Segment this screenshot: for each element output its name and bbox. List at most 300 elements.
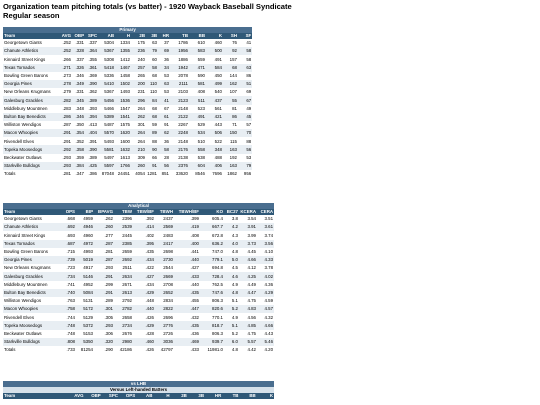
stat-cell: .739 [59, 256, 76, 264]
analytical-table [3, 203, 274, 354]
stat-cell: .389 [85, 96, 98, 104]
stat-cell: 4.32 [264, 314, 274, 320]
team-name-cell: Bowling Green Barons [4, 249, 48, 255]
stat-cell: 56 [158, 162, 170, 170]
stat-cell: .400 [174, 240, 200, 248]
stat-cell: .740 [59, 289, 76, 297]
stat-cell: .436 [190, 330, 199, 336]
stat-cell: .427 [190, 265, 199, 271]
stat-cell: .715 [66, 249, 75, 255]
table-row [3, 321, 274, 329]
stat-cell: .733 [66, 347, 75, 353]
stat-cell: .741 [66, 281, 75, 287]
stat-cell: 2782 [114, 305, 133, 313]
stat-cell: 4.29 [257, 289, 274, 297]
team-name-cell: Galesburg Grackles [3, 272, 59, 280]
stat-cell: 529 [197, 122, 205, 128]
stat-cell: .763 [66, 298, 75, 304]
stat-cell: .362 [88, 89, 97, 95]
stat-cell: 51 [238, 80, 252, 88]
table-row [3, 313, 274, 321]
stat-cell: 5.0 [224, 256, 239, 264]
stat-cell: 1620 [115, 129, 131, 137]
stat-cell: 558 [189, 145, 206, 153]
stat-cell: 5308 [104, 56, 114, 62]
stat-cell: 4054 [135, 171, 145, 177]
team-name-cell: Kinnaird Street Kings [4, 232, 46, 238]
team-name-cell: Georgetown Giants [4, 40, 42, 46]
stat-cell: 67 [238, 96, 252, 104]
stat-cell: 1458 [120, 73, 130, 79]
stat-cell: 4.6 [224, 272, 239, 280]
stat-cell: 672.8 [212, 232, 223, 238]
stat-cell: 110 [146, 80, 158, 88]
stat-cell: .404 [85, 129, 98, 137]
stat-cell: 1886 [178, 56, 188, 62]
stat-cell: 2730 [155, 256, 174, 264]
stat-cell: 4.9 [231, 281, 238, 287]
stat-cell: .283 [62, 105, 71, 111]
stat-cell: 4.42 [247, 347, 256, 353]
table-row [3, 248, 274, 256]
column-header: OBP [72, 33, 85, 39]
stat-cell: 79 [238, 162, 252, 170]
stat-cell: 583 [189, 47, 206, 55]
stat-cell: .337 [75, 56, 84, 62]
stat-cell: .346 [75, 73, 84, 79]
stat-cell: .293 [62, 154, 71, 160]
stat-cell: 4.9 [231, 314, 238, 320]
stat-cell: .287 [94, 256, 114, 264]
stat-cell: 3.54 [247, 216, 256, 222]
stat-cell: 590 [197, 73, 205, 79]
stat-cell: 58 [158, 145, 170, 153]
stat-cell: .348 [75, 105, 84, 111]
stat-cell: 56 [238, 145, 252, 153]
stat-cell: 41 [246, 40, 252, 46]
stat-cell: 53 [246, 154, 252, 160]
stat-cell: .306 [104, 330, 113, 336]
table-row [3, 113, 252, 121]
stat-cell: .260 [94, 223, 114, 231]
stat-cell: 5.57 [239, 338, 257, 346]
stat-cell: 2726 [163, 330, 173, 336]
stat-cell: 3.78 [264, 265, 274, 271]
table-row [3, 47, 252, 55]
column-header: Team [3, 33, 59, 39]
team-name-cell: Topeka Moosedogs [3, 145, 59, 153]
stat-cell: 1786 [178, 40, 188, 46]
stat-cell: 4.85 [239, 321, 257, 329]
stat-cell: 4.12 [247, 265, 256, 271]
table-row [3, 88, 252, 96]
stat-cell: 818.7 [200, 321, 224, 329]
stat-cell: 301 [137, 122, 145, 128]
stat-cell: .414 [133, 223, 155, 231]
stat-cell: .291 [62, 138, 71, 144]
stat-cell: 264 [137, 105, 145, 111]
stat-cell: .305 [104, 314, 113, 320]
stat-cell: 68 [223, 64, 238, 72]
stat-cell: .402 [145, 232, 154, 238]
stat-cell: 2267 [178, 122, 188, 128]
stat-cell: 4917 [83, 265, 93, 271]
stat-cell: 157 [229, 56, 237, 62]
stat-cell: 4.33 [257, 256, 274, 264]
stat-cell: .266 [62, 56, 71, 62]
stat-cell: 4.02 [257, 272, 274, 280]
lhb-column-headers [3, 393, 274, 399]
lhb-subsection-title: Versus Left-handed Batters [3, 387, 274, 393]
stat-cell: .359 [75, 154, 84, 160]
stat-cell: 2111 [170, 80, 189, 88]
stat-cell: 3.8 [231, 216, 238, 222]
stat-cell: 4993 [83, 249, 93, 255]
stat-cell: 5367 [98, 47, 115, 55]
stat-cell: 60 [152, 56, 157, 62]
stat-cell: 58 [246, 56, 252, 62]
stat-cell: .455 [190, 298, 199, 304]
stat-cell: 460 [214, 40, 222, 46]
stat-cell: 84 [146, 96, 158, 104]
table-row [3, 240, 274, 248]
stat-cell: .687 [59, 240, 76, 248]
stat-cell: 210 [131, 145, 146, 153]
stat-cell: 69 [246, 89, 252, 95]
stat-cell: .293 [104, 265, 113, 271]
stat-cell: .287 [94, 240, 114, 248]
stat-cell: .435 [174, 289, 200, 297]
stat-cell: 2376 [170, 162, 189, 170]
stat-cell: 1281 [147, 171, 157, 177]
stat-cell: 534 [189, 129, 206, 137]
stat-cell: 538 [197, 154, 205, 160]
stat-cell: .393 [88, 105, 97, 111]
stat-cell: .693 [66, 232, 75, 238]
team-name-cell: Georgia Pines [3, 256, 59, 264]
stat-cell: 2511 [122, 265, 132, 271]
stat-cell: 4.10 [264, 249, 274, 255]
column-header: KCERA [240, 209, 256, 215]
stat-cell: .281 [62, 171, 71, 177]
stat-cell: 265 [137, 73, 145, 79]
table-row [3, 215, 274, 223]
lhb-table [3, 381, 274, 399]
stat-cell: 41 [158, 96, 170, 104]
stat-cell: .328 [72, 47, 85, 55]
stat-cell: 2445 [122, 232, 132, 238]
stat-cell: 2652 [155, 289, 174, 297]
stat-cell: 71 [232, 122, 237, 128]
team-name-cell: Topeka Moosedogs [3, 321, 59, 329]
stat-cell: 63 [152, 40, 157, 46]
stat-cell: .262 [104, 216, 113, 222]
team-name-cell: Bulton Bay Benedicts [3, 289, 59, 297]
stat-cell: .460 [133, 338, 155, 346]
stat-cell: 2698 [163, 249, 173, 255]
stat-cell: .354 [72, 129, 85, 137]
stat-cell: .390 [85, 80, 98, 88]
stat-cell: .361 [85, 64, 98, 72]
column-header: AVG [67, 393, 84, 399]
stat-cell: 86 [223, 113, 238, 121]
stat-cell: 488 [214, 154, 222, 160]
stat-cell: 1412 [120, 56, 130, 62]
stat-cell: 747.0 [212, 249, 223, 255]
stat-cell: 1766 [115, 162, 131, 170]
stat-cell: .419 [174, 223, 200, 231]
stat-cell: .422 [145, 265, 154, 271]
stat-cell: 4.0 [224, 240, 239, 248]
stat-cell: 264 [137, 138, 145, 144]
stat-cell: 450 [214, 73, 222, 79]
stat-cell: 4972 [76, 240, 94, 248]
stat-cell: 1547 [120, 105, 130, 111]
stat-cell: 5389 [98, 113, 115, 121]
column-header: OBP [85, 393, 102, 399]
stat-cell: 91 [146, 162, 158, 170]
stat-cell: 163 [223, 162, 238, 170]
team-name-cell: Macon Whoopies [3, 129, 59, 137]
column-header: 3B [188, 393, 205, 399]
stat-cell: 437 [206, 96, 223, 104]
column-header: Team [3, 393, 67, 399]
stat-cell: 68 [152, 105, 157, 111]
stat-cell: .435 [145, 249, 154, 255]
stat-cell: 34 [158, 64, 170, 72]
team-name-cell: Beckwater Outlaws [4, 154, 42, 160]
stat-cell: 5146 [76, 272, 94, 280]
stat-cell: 81254 [80, 347, 93, 353]
stat-cell: 67 [164, 105, 169, 111]
stat-cell: .758 [59, 305, 76, 313]
stat-cell: 2483 [163, 232, 173, 238]
table-row [3, 281, 274, 289]
team-name-cell: Williston Wendigos [4, 298, 42, 304]
column-header: OPS [119, 393, 136, 399]
stat-cell: .429 [133, 321, 155, 329]
stat-cell: 1862 [227, 171, 237, 177]
table-row [3, 162, 252, 170]
report-title-line2: Regular season [3, 10, 60, 20]
stat-cell: 4.3 [231, 232, 238, 238]
stat-cell: 1355 [115, 47, 131, 55]
team-name-cell: Starkville Bulldogs [3, 338, 59, 346]
stat-cell: 499 [206, 80, 223, 88]
table-row [3, 129, 252, 137]
column-header: SPC [85, 33, 98, 39]
stat-cell: 1575 [120, 122, 130, 128]
stat-cell: 4.2 [224, 223, 239, 231]
stat-cell: 2671 [122, 281, 132, 287]
stat-cell: 2676 [122, 330, 132, 336]
stat-cell: 240 [137, 56, 145, 62]
column-header: TBWH [155, 209, 174, 215]
stat-cell: 584 [206, 64, 223, 72]
stat-cell: 296 [131, 96, 146, 104]
stat-cell: .426 [145, 347, 154, 353]
stat-cell: .364 [85, 47, 98, 55]
stat-cell: 79 [146, 47, 158, 55]
table-row [3, 64, 252, 72]
stat-cell: 260 [131, 162, 146, 170]
stat-cell: 4960 [83, 232, 93, 238]
stat-cell: 45 [238, 113, 252, 121]
stat-cell: 2103 [178, 89, 188, 95]
report-title-line1: Organization team pitching totals (vs batter) - 1920 Wayback Baseball Syndicate [3, 2, 292, 11]
table-row [3, 256, 274, 264]
stat-cell: 747.6 [200, 289, 224, 297]
stat-cell: 5487 [104, 122, 114, 128]
stat-cell: 42797 [160, 347, 173, 353]
stat-cell: 4.36 [264, 281, 274, 287]
stat-cell: 2176 [170, 145, 189, 153]
stat-cell: 820.6 [200, 305, 224, 313]
stat-cell: 2980 [114, 338, 133, 346]
stat-cell: .394 [85, 113, 98, 121]
stat-cell: .286 [59, 113, 72, 121]
stat-cell: .447 [174, 305, 200, 313]
team-name-cell: Totals [4, 171, 16, 177]
stat-cell: 5372 [76, 321, 94, 329]
stat-cell: 779.1 [200, 256, 224, 264]
table-row [3, 105, 252, 113]
stat-cell: 42186 [119, 347, 132, 353]
stat-cell: 851 [161, 171, 169, 177]
stat-cell: 53 [164, 73, 169, 79]
stat-cell: 443 [214, 122, 222, 128]
primary-section-title: Primary [3, 27, 252, 33]
stat-cell: 236 [131, 47, 146, 55]
stat-cell: .392 [145, 216, 154, 222]
stat-cell: 4.8 [224, 289, 239, 297]
stat-cell: .723 [66, 265, 75, 271]
stat-cell: 92 [223, 47, 238, 55]
team-name-cell: New Orleans Krugmans [4, 265, 51, 271]
stat-cell: .748 [59, 321, 76, 329]
stat-cell: 68 [146, 113, 158, 121]
team-name-cell: Rivendell Elves [4, 314, 35, 320]
table-row [3, 272, 274, 280]
stat-cell: 5.2 [224, 305, 239, 313]
stat-cell: 1942 [170, 64, 189, 72]
stat-cell: 522 [214, 138, 222, 144]
stat-cell: .441 [190, 249, 199, 255]
stat-cell: .808 [59, 338, 76, 346]
team-name-cell: Williston Wendigos [4, 122, 42, 128]
stat-cell: .281 [104, 249, 113, 255]
stat-cell: 2539 [114, 223, 133, 231]
stat-cell: 2834 [163, 298, 173, 304]
stat-cell: 57 [246, 122, 252, 128]
stat-cell: 2613 [114, 289, 133, 297]
stat-cell: 62 [158, 129, 170, 137]
stat-cell: .301 [94, 305, 114, 313]
stat-cell: 2692 [114, 256, 133, 264]
stat-cell: .668 [66, 216, 75, 222]
stat-cell: 5336 [104, 73, 114, 79]
stat-cell: 2776 [155, 321, 174, 329]
stat-cell: 4.75 [247, 298, 256, 304]
stat-cell: 264 [131, 129, 146, 137]
stat-cell: 5084 [76, 289, 94, 297]
stat-cell: 5497 [104, 154, 114, 160]
table-row [3, 72, 252, 80]
stat-cell: 4.66 [239, 256, 257, 264]
stat-cell: 4.47 [239, 289, 257, 297]
stat-cell: 770.1 [212, 314, 223, 320]
column-header: AB [136, 393, 153, 399]
stat-cell: 581 [189, 80, 206, 88]
stat-cell: .748 [66, 330, 75, 336]
stat-cell: 4.8 [231, 249, 238, 255]
stat-cell: .434 [145, 281, 154, 287]
stat-cell: .345 [72, 96, 85, 104]
stat-cell: 3.74 [264, 232, 274, 238]
team-name-cell: New Orleans Krugmans [4, 89, 51, 95]
stat-cell: .279 [62, 89, 71, 95]
stat-cell: .252 [62, 40, 71, 46]
stat-cell: 408 [197, 89, 205, 95]
stat-cell: 3.61 [257, 223, 274, 231]
stat-cell: .292 [59, 145, 72, 153]
stat-cell: 53 [164, 89, 169, 95]
stat-cell: 2659 [122, 249, 132, 255]
stat-cell: 561 [214, 105, 222, 111]
team-name-cell: Texas Tornados [3, 240, 59, 248]
stat-cell: 511 [189, 96, 206, 104]
stat-cell: 762.5 [212, 281, 223, 287]
stat-cell: .391 [88, 138, 97, 144]
stat-cell: .282 [59, 96, 72, 104]
stat-cell: 4.8 [231, 347, 238, 353]
stat-cell: 5466 [104, 105, 114, 111]
stat-cell: 162 [223, 80, 238, 88]
team-name-cell: Starkville Bulldogs [3, 162, 59, 170]
stat-cell: .358 [72, 145, 85, 153]
stat-cell: 2544 [163, 265, 173, 271]
column-header: 3B [146, 33, 158, 39]
column-header: TBWH/BF [174, 209, 200, 215]
column-header: BB [189, 33, 206, 39]
column-header: CERA [257, 209, 274, 215]
team-name-cell: Bowling Green Barons [4, 73, 48, 79]
stat-cell: 91 [164, 122, 169, 128]
stat-cell: 66 [152, 154, 157, 160]
stat-cell: .271 [59, 64, 72, 72]
stat-cell: .434 [133, 256, 155, 264]
analytical-table-body [3, 215, 274, 354]
stat-cell: 5456 [98, 96, 115, 104]
stat-cell: .427 [133, 272, 155, 280]
stat-cell: .291 [94, 289, 114, 297]
stat-cell: .331 [75, 89, 84, 95]
stat-cell: .291 [94, 272, 114, 280]
stat-cell: 1493 [120, 89, 130, 95]
team-name-cell: Chanute Athletics [3, 47, 59, 55]
stat-cell: .277 [104, 232, 113, 238]
stat-cell: .291 [59, 129, 72, 137]
stat-cell: 348 [206, 145, 223, 153]
stat-cell: 257 [131, 64, 146, 72]
stat-cell: 1467 [115, 64, 131, 72]
stat-cell: 55 [223, 96, 238, 104]
stat-cell: 1613 [120, 154, 130, 160]
stat-cell: .293 [94, 321, 114, 329]
stat-cell: 262 [131, 113, 146, 121]
stat-cell: 728.4 [200, 272, 224, 280]
stat-cell: .352 [75, 138, 84, 144]
